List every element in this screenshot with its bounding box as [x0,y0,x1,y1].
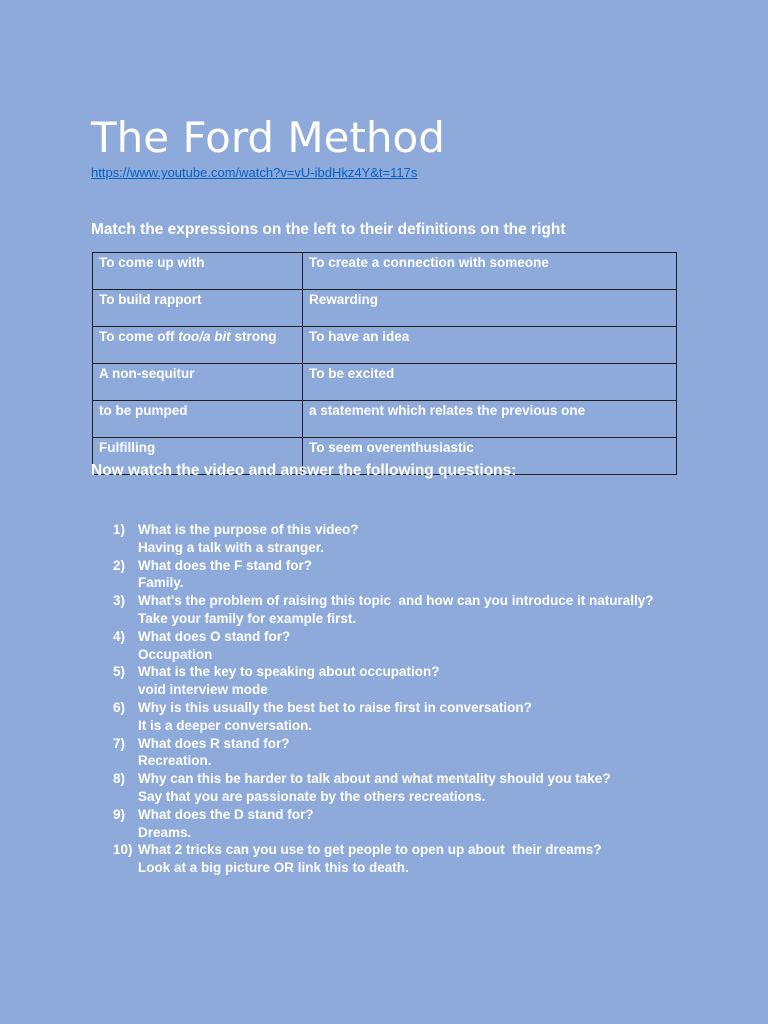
question-number: 3) [113,593,126,609]
answer-text: Look at a big picture OR link this to death. [138,860,409,876]
answer-text: Say that you are passionate by the others recreations. [138,788,486,804]
answer-text: It is a deeper conversation. [138,717,313,733]
table-row [93,401,677,438]
expression-italic-text: too/a bit [178,329,231,344]
table-row [93,253,677,290]
definition-cell: To be excited [303,364,677,401]
question-text: What 2 tricks can you use to get people to open up about their dreams? [138,842,602,858]
expression-cell: To build rapport [93,290,303,327]
definition-cell: a statement which relates the previous one [303,401,677,438]
question-text: What does R stand for? [138,735,290,751]
expression-cell: To come up with [93,253,303,290]
question-list [113,521,713,877]
list-item [113,557,713,593]
table-row [93,327,677,364]
question-text: What is the key to speaking about occupation? [138,664,440,680]
expression-cell [93,327,303,364]
table-row [93,290,677,327]
question-text: What does the D stand for? [138,806,314,822]
question-number: 4) [113,628,126,644]
question-number: 2) [113,557,126,573]
question-number: 9) [113,806,126,822]
video-link[interactable]: https://www.youtube.com/watch?v=vU-ibdHkz4Y&t=117s [91,165,418,180]
list-item [113,592,713,628]
list-item [113,841,713,877]
matching-table [92,252,677,475]
question-text: What does O stand for? [138,628,291,644]
expression-cell: Fulfilling [93,438,303,475]
definition-cell: To create a connection with someone [303,253,677,290]
answer-text: Having a talk with a stranger. [138,539,325,555]
question-text: What's the problem of raising this topic and how can you introduce it naturally? [138,593,654,609]
list-item [113,770,713,806]
answer-text: Take your family for example first. [138,610,357,626]
expression-text: strong [230,329,277,344]
definition-cell: Rewarding [303,290,677,327]
list-item [113,735,713,771]
answer-text: Family. [138,575,184,591]
answer-text: void interview mode [138,682,268,698]
match-heading: Match the expressions on the left to their definitions on the right [91,221,566,238]
list-item [113,663,713,699]
question-text: Why is this usually the best bet to raise first in conversation? [138,699,532,715]
question-number: 5) [113,664,126,680]
question-text: What is the purpose of this video? [138,522,359,537]
expression-text: To come off [99,329,179,344]
question-number: 8) [113,771,126,787]
question-number: 6) [113,699,126,715]
answer-text: Dreams. [138,824,192,840]
answer-text: Recreation. [138,753,212,769]
definition-cell: To have an idea [303,327,677,364]
question-text: Why can this be harder to talk about and what mentality should you take? [138,771,611,787]
definition-cell: To seem overenthusiastic [303,438,677,475]
list-item [113,521,713,557]
expression-cell: to be pumped [93,401,303,438]
question-number: 10) [113,842,133,858]
table-row [93,364,677,401]
answer-text: Occupation [138,646,213,662]
list-item [113,806,713,842]
page-title: The Ford Method [91,113,445,162]
question-text: What does the F stand for? [138,557,312,573]
list-item [113,699,713,735]
question-number: 1) [113,522,126,537]
question-number: 7) [113,735,126,751]
expression-cell: A non-sequitur [93,364,303,401]
questions-heading: Now watch the video and answer the following questions: [91,462,517,479]
list-item [113,628,713,664]
